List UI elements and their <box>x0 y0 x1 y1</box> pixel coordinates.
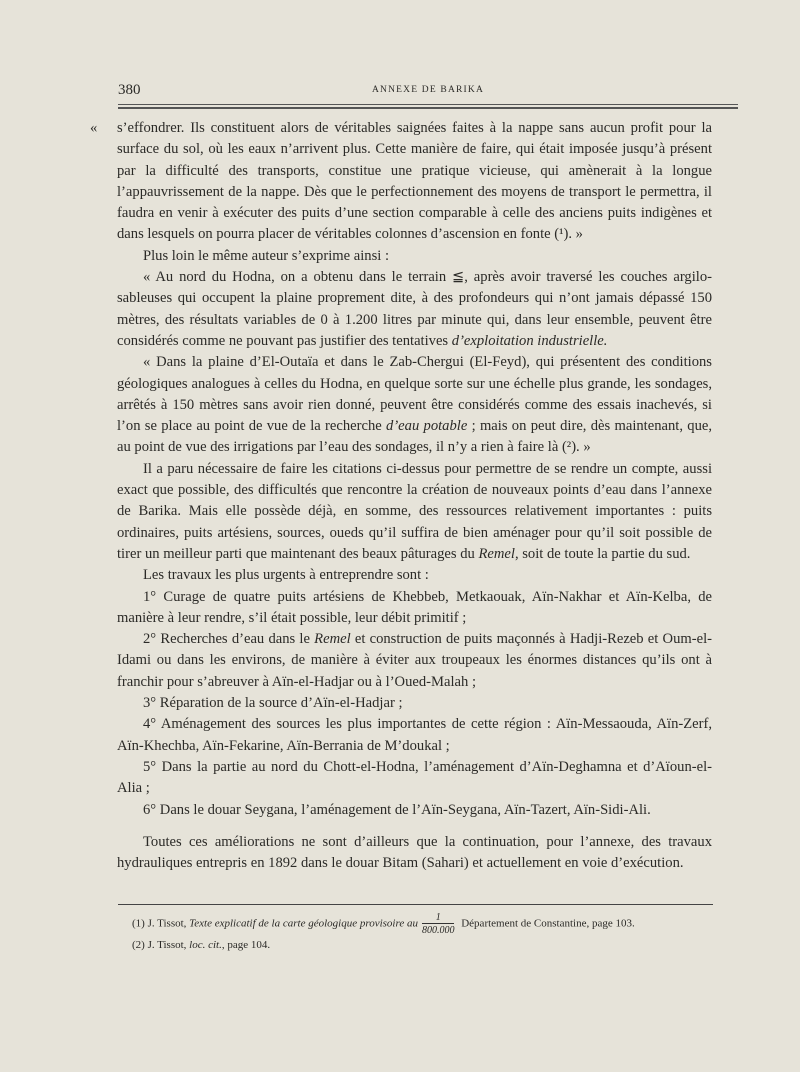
running-title: ANNEXE DE BARIKA <box>371 85 485 95</box>
footnote-2 <box>132 936 732 954</box>
paragraph-3: Toutes ces améliorations ne sont d’ailleurs que la continuation, pour l’annexe, des travaux hydrauliques entrepris en 1892 dans le douar Bitam (Sahari) et actuellement en voie d’exécution. <box>117 833 712 872</box>
list-item-1: 1° Curage de quatre puits artésiens de Khebbeb, Metkaouak, Aïn-Nakhar et Aïn-Kelba, de manière à leur rendre, s’il était possible, leur débit primitif ; <box>117 588 712 626</box>
list-item-2-emphasis: Remel <box>314 631 351 648</box>
quote-3-emphasis: d’eau potable <box>386 418 468 435</box>
footnote-1-end: Département de Constantine, page 103. <box>458 917 635 930</box>
footnote-1-title: Texte explicatif de la carte géologique provisoire au <box>189 917 418 930</box>
footnote-2-title: loc. cit. <box>189 939 222 951</box>
footnote-2-end: , page 104. <box>221 939 271 951</box>
quote-2-text: « Au nord du Hodna, on a obtenu dans le terrain ≦, après avoir traversé les couches argilo-sableuses qui occupent la plaine proprement dite, à des profondeurs qui n’ont jamais dépassé 150 mètres, des résultats variables de 0 à 1.200 litres par minute qui, dans leur ensemble, peuvent être considérés comme ne pouvant pas justifier des tentatives <box>117 269 712 349</box>
body-text <box>117 118 712 874</box>
footnote-2-start: (2) J. Tissot, <box>132 939 190 951</box>
list-item-2 <box>117 629 712 693</box>
list-item-6: 6° Dans le douar Seygana, l’aménagement de l’Aïn-Seygana, Aïn-Tazert, Aïn-Sidi-Ali. <box>143 801 651 818</box>
page-header <box>118 82 738 102</box>
list-item-5: 5° Dans la partie au nord du Chott-el-Hodna, l’aménagement d’Aïn-Deghamna et d’Aïoun-el-Alia ; <box>117 758 712 797</box>
paragraph-1-end: , soit de toute la partie du sud. <box>514 545 691 562</box>
fraction-numerator: 1 <box>435 912 441 923</box>
scale-fraction <box>422 912 455 936</box>
list-item-2-text: 2° Recherches d’eau dans le <box>143 631 315 648</box>
quote-2-emphasis: d’exploitation industrielle. <box>451 332 608 349</box>
intro-paragraph: Plus loin le même auteur s’exprime ainsi : <box>143 247 390 264</box>
fraction-denominator: 800.000 <box>421 925 455 936</box>
quote-3-end: ; mais on peut dire, dès maintenant, que, au point de vue des irrigations par l’eau des sondages, il n’y a rien à faire là (²). » <box>117 418 712 456</box>
header-rule <box>118 104 738 105</box>
paragraph-1-emphasis: Remel <box>478 545 515 562</box>
list-item-4: 4° Aménagement des sources les plus importantes de cette région : Aïn-Messaouda, Aïn-Zerf, Aïn-Khechba, Aïn-Fekarine, Aïn-Berrania de M’doukal ; <box>117 716 712 754</box>
list-item-3: 3° Réparation de la source d’Aïn-el-Hadjar ; <box>143 695 403 712</box>
paragraph-1 <box>117 459 712 565</box>
footnotes <box>132 912 732 954</box>
page-number: 380 <box>118 82 141 98</box>
quote-paragraph-2 <box>117 267 712 352</box>
quote-3-text: « Dans la plaine d’El-Outaïa et dans le Zab-Chergui (El-Feyd), qui présentent des conditions géologiques analogues à celles du Hodna, en quelque sorte sur une échelle plus grande, les sondages, arrêtés à 150 mètres sans avoir rien donné, peuvent être considérés comme des essais inachevés, si l’on se place au point de vue de la recherche <box>117 354 712 435</box>
list-item-2-end: et construction de puits maçonnés à Hadji-Rezeb et Oum-el-Idami ou dans les environs, de manière à éviter aux troupeaux les énormes distances qu’ils ont à franchir pour s’abreuver à Aïn-el-Hadjar ou à l’Oued-Malah ; <box>117 631 712 690</box>
header-rule-thick <box>118 107 738 109</box>
footnote-rule <box>118 904 713 905</box>
quote-paragraph-3 <box>117 352 712 458</box>
quote-paragraph-1: « s’effondrer. Ils constituent alors de véritables saignées faites à la nappe sans aucun profit pour la surface du sol, où les eaux n’arrivent plus. Cette manière de faire, qui était imposée jusqu’à présent par la difficulté des transports, constitue une pratique vicieuse, qui amènerait à la longue l’appauvrissement de la nappe. Dès que le perfectionnement des moyens de transport le permettra, il faudra en venir à exécuter des puits d’une section comparable à celle des anciens puits indigènes et dans lesquels on pourra placer de véritables colonnes d’ascension en fonte (¹). » <box>117 118 712 246</box>
footnote-1-start: (1) J. Tissot, <box>132 917 190 930</box>
paragraph-1-text: Il a paru nécessaire de faire les citations ci-dessus pour permettre de se rendre un compte, aussi exact que possible, des difficultés que rencontre la création de nouveaux points d’eau dans l’annexe de Barika. Mais elle possède déjà, en somme, des ressources relativement importantes : puits ordinaires, puits artésiens, sources, oueds qu’il suffira de bien aménager pour qu’il soit possible de tirer un meilleur parti que maintenant des beaux pâturages du <box>117 460 712 562</box>
footnote-1 <box>132 912 732 936</box>
paragraph-2: Les travaux les plus urgents à entreprendre sont : <box>143 567 429 584</box>
